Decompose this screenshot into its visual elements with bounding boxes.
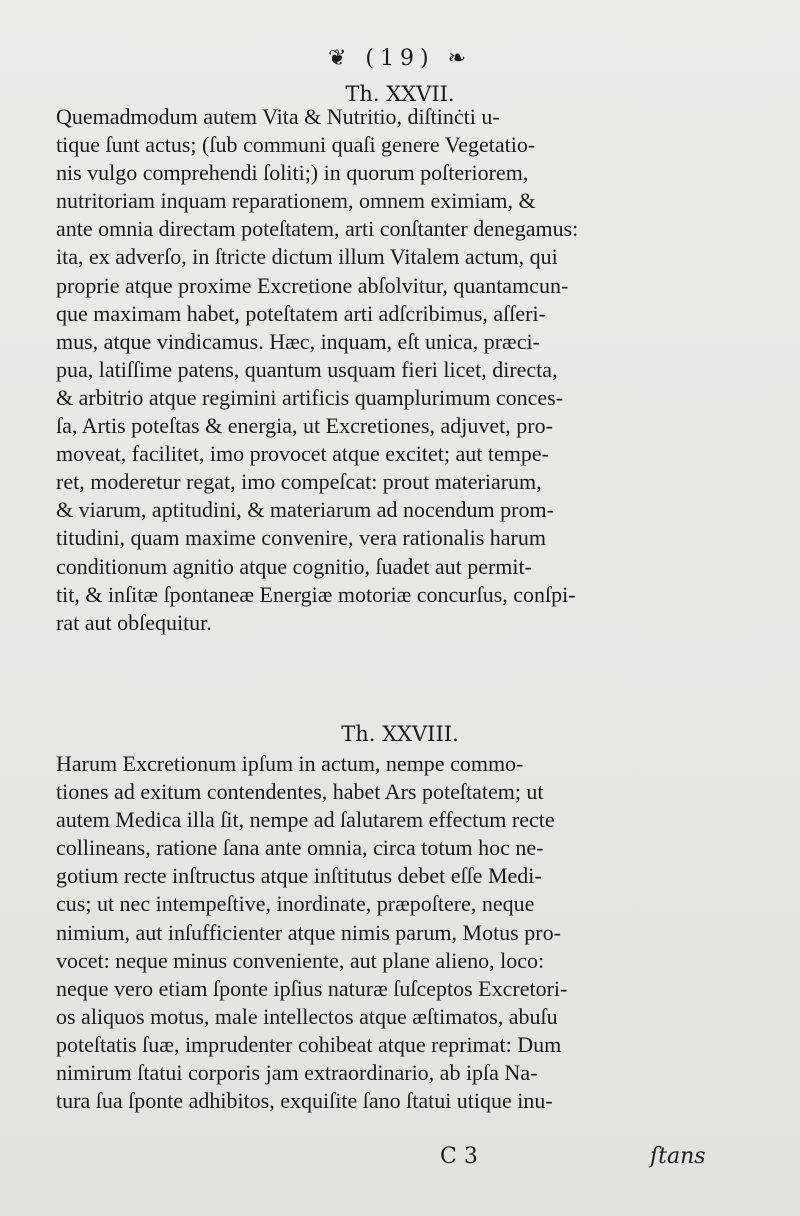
paragraph-2 bbox=[56, 750, 756, 1115]
text-line: ſa, Artis poteſtas & energia, ut Excretiones, adjuvet, pro- bbox=[56, 413, 553, 439]
text-line: conditionum agnitio atque cognitio, ſuadet aut permit- bbox=[56, 553, 532, 579]
text-line: pua, latiſſime patens, quantum usquam fieri licet, directa, bbox=[56, 356, 558, 382]
paragraph-1 bbox=[56, 103, 756, 637]
left-ornament-icon: ❦ bbox=[327, 46, 353, 71]
text-line: ita, ex adverſo, in ſtricte dictum illum Vitalem actum, qui bbox=[56, 244, 558, 270]
text-line: tura ſua ſponte adhibitos, exquiſite ſano ſtatui utique inu- bbox=[56, 1088, 553, 1114]
signature-mark: C 3 bbox=[440, 1144, 478, 1169]
text-line: gotium recte inſtructus atque inſtitutus debet eſſe Medi- bbox=[56, 863, 542, 889]
right-ornament-icon: ❧ bbox=[447, 46, 473, 71]
text-line: ante omnia directam poteſtatem, arti conſtanter denegamus: bbox=[56, 216, 579, 242]
text-line: tique ſunt actus; (ſub communi quaſi genere Vegetatio- bbox=[56, 132, 536, 158]
text-line: nis vulgo comprehendi ſoliti;) in quorum poſteriorem, bbox=[56, 160, 529, 186]
page-number: (19) bbox=[365, 46, 435, 71]
text-line: nutritoriam inquam reparationem, omnem eximiam, & bbox=[56, 188, 536, 214]
text-line: Harum Excretionum ipſum in actum, nempe commo- bbox=[56, 751, 524, 776]
catchword: ſtans bbox=[650, 1144, 706, 1169]
text-line: & arbitrio atque regimini artificis quamplurimum conces- bbox=[56, 384, 564, 410]
text-line: rat aut obſequitur. bbox=[56, 609, 212, 635]
thesis-heading-27: Th. XXVII. bbox=[345, 82, 455, 106]
text-line: autem Medica illa ſit, nempe ad ſalutarem effectum recte bbox=[56, 807, 555, 833]
text-line: vocet: neque minus conveniente, aut plane alieno, loco: bbox=[56, 947, 545, 973]
text-line: moveat, facilitet, imo provocet atque excitet; aut tempe- bbox=[56, 441, 549, 467]
text-line: nimirum ſtatui corporis jam extraordinario, ab ipſa Na- bbox=[56, 1060, 538, 1086]
text-line: cus; ut nec intempeſtive, inordinate, præpoſtere, neque bbox=[56, 891, 535, 917]
text-line: nimium, aut inſufficienter atque nimis parum, Motus pro- bbox=[56, 919, 561, 945]
text-line: proprie atque proxime Excretione abſolvitur, quantamcun- bbox=[56, 272, 569, 298]
text-line: Quemadmodum autem Vita & Nutritio, diſtinċti u- bbox=[56, 104, 500, 129]
text-line: & viarum, aptitudini, & materiarum ad nocendum prom- bbox=[56, 497, 554, 523]
text-line: que maximam habet, poteſtatem arti adſcribimus, aſſeri- bbox=[56, 300, 546, 326]
text-line: titudini, quam maxime convenire, vera rationalis harum bbox=[56, 525, 546, 551]
text-line: tit, & inſitæ ſpontaneæ Energiæ motoriæ concurſus, conſpi- bbox=[56, 581, 576, 607]
thesis-heading-28: Th. XXVIII. bbox=[341, 722, 459, 746]
text-line: collineans, ratione ſana ante omnia, circa totum hoc ne- bbox=[56, 835, 544, 861]
text-line: os aliquos motus, male intellectos atque æſtimatos, abuſu bbox=[56, 1003, 558, 1029]
text-line: mus, atque vindicamus. Hæc, inquam, eſt unica, præci- bbox=[56, 328, 540, 354]
page-header bbox=[0, 46, 800, 71]
text-line: tiones ad exitum contendentes, habet Ars poteſtatem; ut bbox=[56, 779, 544, 805]
text-line: poteſtatis ſuæ, imprudenter cohibeat atque reprimat: Dum bbox=[56, 1031, 562, 1057]
text-line: ret, moderetur regat, imo compeſcat: prout materiarum, bbox=[56, 469, 542, 495]
text-line: neque vero etiam ſponte ipſius naturæ ſuſceptos Excretori- bbox=[56, 975, 568, 1001]
